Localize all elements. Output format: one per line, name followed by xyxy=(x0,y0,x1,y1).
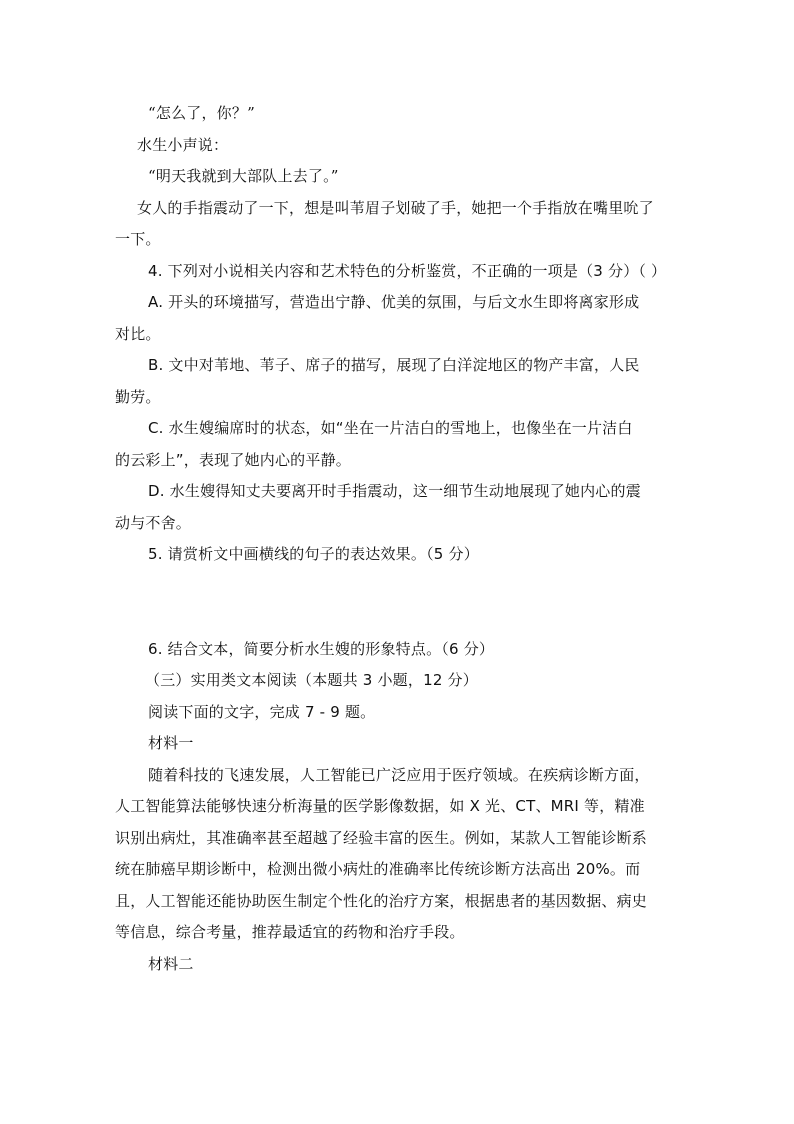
question-4-option-b-line1: B. 文中对苇地、苇子、席子的描写，展现了白洋淀地区的物产丰富，人民 xyxy=(148,356,640,374)
dialogue-husband-intro: 水生小声说： xyxy=(137,136,229,154)
question-4-option-c-line2: 的云彩上”，表现了她内心的平静。 xyxy=(115,451,351,469)
question-4-stem: 4. 下列对小说相关内容和艺术特色的分析鉴赏，不正确的一项是（3 分）（ ） xyxy=(148,262,667,280)
question-4-option-a-line1: A. 开头的环境描写，营造出宁静、优美的氛围，与后文水生即将离家形成 xyxy=(148,293,640,311)
dialogue-wife-question: “怎么了，你？” xyxy=(148,104,255,122)
material-2-title: 材料二 xyxy=(148,955,194,973)
question-4-option-a-line2: 对比。 xyxy=(115,325,161,343)
material-1-line2: 人工智能算法能够快速分析海量的医学影像数据，如 X 光、CT、MRI 等，精准 xyxy=(115,797,645,815)
material-1-line6: 等信息，综合考量，推荐最适宜的药物和治疗手段。 xyxy=(115,923,465,941)
question-6: 6. 结合文本，简要分析水生嫂的形象特点。（6 分） xyxy=(148,640,495,658)
paragraph-wife-reaction-line2: 一下。 xyxy=(115,230,161,248)
material-1-line4: 统在肺癌早期诊断中，检测出微小病灶的准确率比传统诊断方法高出 20%。而 xyxy=(115,860,641,878)
material-1-line1: 随着科技的飞速发展，人工智能已广泛应用于医疗领域。在疾病诊断方面， xyxy=(148,766,650,784)
material-1-line5: 且，人工智能还能协助医生制定个性化的治疗方案，根据患者的基因数据、病史 xyxy=(115,892,648,910)
section-3-heading: （三）实用类文本阅读（本题共 3 小题，12 分） xyxy=(145,671,478,689)
paragraph-wife-reaction-line1: 女人的手指震动了一下，想是叫苇眉子划破了手，她把一个手指放在嘴里吮了 xyxy=(137,199,654,217)
material-1-line3: 识别出病灶，其准确率甚至超越了经验丰富的医生。例如，某款人工智能诊断系 xyxy=(115,829,648,847)
question-5: 5. 请赏析文中画横线的句子的表达效果。（5 分） xyxy=(148,545,479,563)
material-1-title: 材料一 xyxy=(148,734,194,752)
section-3-instruction: 阅读下面的文字，完成 7 - 9 题。 xyxy=(148,703,376,721)
dialogue-husband-reply: “明天我就到大部队上去了。” xyxy=(148,167,339,185)
question-4-option-d-line2: 动与不舍。 xyxy=(115,514,192,532)
question-4-option-d-line1: D. 水生嫂得知丈夫要离开时手指震动，这一细节生动地展现了她内心的震 xyxy=(148,482,641,500)
question-4-option-b-line2: 勤劳。 xyxy=(115,388,161,406)
question-4-option-c-line1: C. 水生嫂编席时的状态，如“坐在一片洁白的雪地上，也像坐在一片洁白 xyxy=(148,419,633,437)
